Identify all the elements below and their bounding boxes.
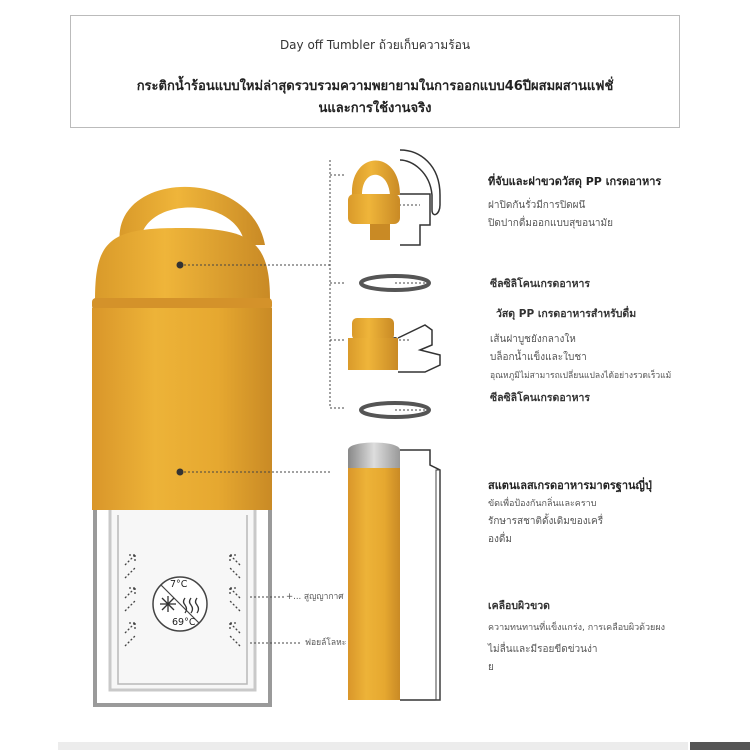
snowflake-icon [160,596,176,612]
callout-coating-line3: ย [488,662,494,673]
exploded-stopper [348,318,440,372]
bottom-strip-dark [690,742,750,750]
callout-stopper-line3: อุณหภูมิไม่สามารถเปลี่ยนแปลงได้อย่างรวดเร็วแม้ [490,371,672,381]
callout-foil [305,634,346,652]
callout-steel [488,477,738,549]
page-title: Day off Tumbler ถ้วยเก็บความร้อน [279,38,471,52]
bottle-body [92,308,272,510]
bottom-strip [58,742,688,750]
callout-coating [488,597,743,677]
callout-seal-top [490,275,730,293]
callout-coating-line2: ไม่ลื่นและมีรอยขีดข่วนง่า [488,644,598,655]
subtitle-line-1: กระติกน้ำร้อนแบบใหม่ล่าสุดรวบรวมความพยายามในการออกแบบ46ปีผสมผสานแฟชั่ [136,79,614,94]
callout-lid [488,173,738,233]
callout-seal-top-label: ซีลซิลิโคนเกรดอาหาร [490,278,591,290]
subtitle-line-2: นและการใช้งานจริง [318,101,432,116]
callout-steel-line1: ขัดเพื่อป้องกันกลิ่นและคราบ [488,499,597,509]
callout-stopper-line1: เส้นฝาบูชยังกลางให [490,334,576,345]
callout-steel-line3: องดื่ม [488,534,512,545]
callout-stopper-heading: วัสดุ PP เกรดอาหารสำหรับดื่ม [496,308,637,320]
callout-coating-line1: ความทนทานที่แข็งแกร่ง, การเคลือบผิวด้วยผง [488,623,665,633]
callout-stopper-line2: บล็อกน้ำแข็งและใบชา [490,352,587,363]
temp-hot: 69°C [172,617,196,628]
callout-lid-line2: ปิดปากดื่มออกแบบสุขอนามัย [488,218,613,229]
exploded-body [348,443,440,701]
callout-steel-heading: สแตนเลสเกรดอาหารมาตรฐานญี่ปุ่ [488,479,652,492]
callout-vacuum [286,588,344,606]
callout-steel-line2: รักษารสชาติดั้งเดิมของเครื่ [488,516,604,527]
callout-coating-heading: เคลือบผิวขวด [488,600,550,612]
exploded-cap [348,150,440,245]
callout-seal-bottom-label: ซีลซิลิโคนเกรดอาหาร [490,392,591,404]
callout-foil-label: ฟอยล์โลหะ [305,638,347,648]
callout-stopper [490,305,741,385]
bottle-cap [92,228,272,310]
callout-lid-line1: ฝาปิดกันรั่วมีการปิดผนึ [488,200,586,211]
temp-cold: 7°C [170,579,188,590]
callout-vacuum-label: +... สูญญากาศ [286,592,344,602]
callout-lid-heading: ที่จับและฝาขวดวัสดุ PP เกรดอาหาร [488,175,662,188]
callout-seal-bottom [490,389,730,407]
